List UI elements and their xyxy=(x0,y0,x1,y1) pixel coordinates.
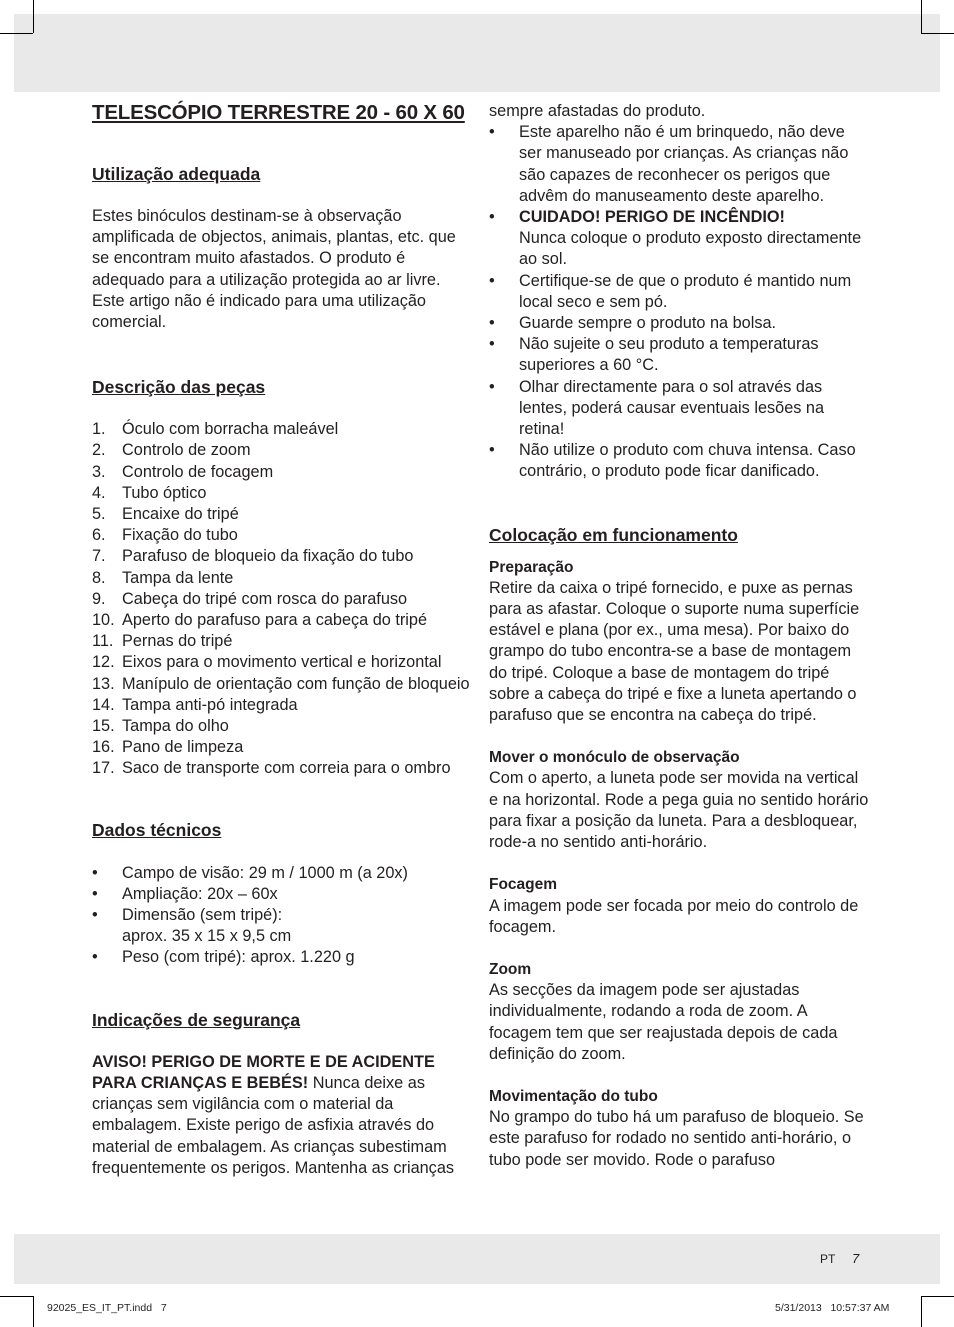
slug-date: 5/31/2013 10:57:37 AM xyxy=(775,1302,890,1314)
list-text: Olhar directamente para o sol através das lentes, poderá causar eventuais lesões na retina! xyxy=(519,377,825,439)
subsection-title: Mover o monóculo de observação xyxy=(489,749,740,767)
page-number: 7 xyxy=(852,1251,860,1266)
intended-use-text: Estes binóculos destinam-se à observação amplificada de objectos, animais, plantas, etc. que se encontram muito afastados. O produto é adequado para a utilização protegida ao ar livre. Este artigo não é indicado para uma utilização comercial. xyxy=(92,207,456,332)
list-label: Eixos para o movimento vertical e horizontal xyxy=(122,653,442,672)
list-number: 16. xyxy=(92,738,115,757)
footer-band xyxy=(14,1234,940,1284)
operation-sections xyxy=(489,557,869,1171)
list-number: 11. xyxy=(92,632,114,651)
crop-mark xyxy=(921,0,922,33)
list-label: Pano de limpeza xyxy=(122,738,244,757)
bullet: • xyxy=(489,441,495,460)
list-text: Nunca coloque o produto exposto directamente ao sol. xyxy=(519,229,862,269)
list-item xyxy=(489,271,869,313)
list-item xyxy=(92,884,472,905)
bullet: • xyxy=(489,335,495,354)
subsection-title: Movimentação do tubo xyxy=(489,1087,658,1105)
intended-use-heading: Utilização adequada xyxy=(92,164,261,184)
list-item xyxy=(489,334,869,376)
list-item xyxy=(489,440,869,482)
list-number: 5. xyxy=(92,505,106,524)
list-text-continued: aprox. 35 x 15 x 9,5 cm xyxy=(122,927,292,946)
list-item xyxy=(92,758,472,779)
bullet: • xyxy=(92,906,98,925)
subsection-title: Preparação xyxy=(489,558,574,576)
bullet: • xyxy=(92,884,98,903)
crop-mark xyxy=(921,1296,954,1297)
list-item xyxy=(92,462,472,483)
subsection-text: A imagem pode ser focada por meio do controlo de focagem. xyxy=(489,896,859,936)
list-number: 10. xyxy=(92,611,115,630)
list-number: 3. xyxy=(92,462,106,481)
list-number: 8. xyxy=(92,568,106,587)
list-label: Pernas do tripé xyxy=(122,632,233,651)
list-item xyxy=(489,122,869,207)
crop-mark xyxy=(33,0,34,33)
right-column xyxy=(489,101,869,1171)
safety-heading: Indicações de segurança xyxy=(92,1009,301,1030)
bullet: • xyxy=(489,271,495,290)
subsection-text: Com o aperto, a luneta pode ser movida na vertical e na horizontal. Rode a pega guia no sentido horário para fixar a posição da luneta. Para a desbloquear, rode-a no sentido anti-horário. xyxy=(489,769,869,852)
list-item xyxy=(92,419,472,440)
operation-section xyxy=(489,747,869,853)
list-number: 6. xyxy=(92,526,106,545)
list-item xyxy=(92,568,472,589)
list-text: Peso (com tripé): aprox. 1.220 g xyxy=(122,948,355,967)
crop-mark xyxy=(921,1296,922,1327)
tech-heading: Dados técnicos xyxy=(92,819,222,840)
list-number: 14. xyxy=(92,695,115,714)
list-label: Encaixe do tripé xyxy=(122,505,239,524)
operation-section xyxy=(489,1086,869,1171)
list-item xyxy=(92,905,472,947)
slug-filename: 92025_ES_IT_PT.indd 7 xyxy=(47,1302,167,1314)
list-text: Ampliação: 20x – 60x xyxy=(122,884,278,903)
operation-section xyxy=(489,874,869,938)
list-label: Tampa anti-pó integrada xyxy=(122,695,298,714)
page-title: TELESCÓPIO TERRESTRE 20 - 60 X 60 xyxy=(92,101,465,124)
list-number: 2. xyxy=(92,441,106,460)
list-label: Parafuso de bloqueio da fixação do tubo xyxy=(122,547,414,566)
footer-language: PT xyxy=(820,1252,836,1266)
list-label: Saco de transporte com correia para o ombro xyxy=(122,759,451,778)
list-item xyxy=(92,674,472,695)
list-text: Dimensão (sem tripé): xyxy=(122,906,283,925)
safety-warning-bold: AVISO! PERIGO DE MORTE E DE ACIDENTE PARA CRIANÇAS E BEBÉS! xyxy=(92,1052,435,1092)
bullet: • xyxy=(489,208,495,227)
list-item xyxy=(489,207,869,271)
bullet: • xyxy=(92,863,98,882)
safety-warning-continued: sempre afastadas do produto. xyxy=(489,102,706,120)
subsection-title: Focagem xyxy=(489,876,558,894)
list-label: Controlo de focagem xyxy=(122,462,274,481)
list-item xyxy=(92,504,472,525)
crop-mark xyxy=(33,1296,34,1327)
parts-list xyxy=(92,419,472,779)
list-number: 7. xyxy=(92,547,106,566)
list-item xyxy=(92,863,472,884)
list-text: Não sujeite o seu produto a temperaturas superiores a 60 °C. xyxy=(519,335,819,375)
list-label: Cabeça do tripé com rosca do parafuso xyxy=(122,589,408,608)
list-item xyxy=(92,737,472,758)
subsection-text: Retire da caixa o tripé fornecido, e puxe as pernas para as afastar. Coloque o suporte numa superfície estável e plana (por ex., uma mesa). Por baixo do grampo do tubo encontra-se a base de montagem do tripé. Coloque a base de montagem do tripé sobre a cabeça do tripé e fixe a luneta apertando o parafuso que se encontra na cabeça do tripé. xyxy=(489,578,860,725)
safety-warning-text: Nunca deixe as crianças sem vigilância com o material da embalagem. Existe perigo de asfixia através do material de embalagem. As crianças subestimam frequentemente os perigos. Mantenha as crianças xyxy=(92,1073,455,1177)
list-item xyxy=(92,947,472,968)
list-item xyxy=(92,652,472,673)
bullet: • xyxy=(489,123,495,142)
list-item xyxy=(92,631,472,652)
crop-mark xyxy=(921,33,954,34)
operation-section xyxy=(489,959,869,1065)
list-item xyxy=(489,377,869,441)
list-item xyxy=(92,483,472,504)
list-text: Campo de visão: 29 m / 1000 m (a 20x) xyxy=(122,863,408,882)
crop-mark xyxy=(0,1296,33,1297)
tech-list xyxy=(92,863,472,969)
safety-warning xyxy=(92,1052,472,1179)
crop-mark xyxy=(0,33,33,34)
list-text: Este aparelho não é um brinquedo, não deve ser manuseado por crianças. As crianças não são capazes de reconhecer os perigos que advêm do manuseamento deste aparelho. xyxy=(519,123,849,205)
bullet: • xyxy=(92,948,98,967)
list-number: 17. xyxy=(92,759,115,778)
parts-heading: Descrição das peças xyxy=(92,377,266,398)
list-label: Tampa do olho xyxy=(122,717,229,736)
list-item xyxy=(92,716,472,737)
list-text: Certifique-se de que o produto é mantido num local seco e sem pó. xyxy=(519,271,852,311)
subsection-text: No grampo do tubo há um parafuso de bloqueio. Se este parafuso for rodado no sentido anti-horário, o tubo pode ser movido. Rode o parafuso xyxy=(489,1108,864,1169)
list-item xyxy=(92,695,472,716)
safety-list xyxy=(489,122,869,482)
list-number: 9. xyxy=(92,589,106,608)
operation-heading: Colocação em funcionamento xyxy=(489,524,738,545)
list-item xyxy=(92,525,472,546)
list-label: Fixação do tubo xyxy=(122,526,238,545)
list-label: Manípulo de orientação com função de bloqueio xyxy=(122,674,470,693)
list-item xyxy=(92,440,472,461)
list-text: Guarde sempre o produto na bolsa. xyxy=(519,314,777,333)
bullet: • xyxy=(489,377,495,396)
list-number: 4. xyxy=(92,483,106,502)
list-item xyxy=(92,610,472,631)
subsection-title: Zoom xyxy=(489,960,532,978)
list-label: Óculo com borracha maleável xyxy=(122,420,339,439)
list-number: 13. xyxy=(92,674,115,693)
operation-section xyxy=(489,557,869,727)
list-text: Não utilize o produto com chuva intensa. Caso contrário, o produto pode ficar danificado. xyxy=(519,441,856,481)
list-number: 15. xyxy=(92,717,115,736)
left-column xyxy=(92,96,472,1179)
header-band xyxy=(14,14,940,92)
list-item xyxy=(92,589,472,610)
list-item xyxy=(489,313,869,334)
list-item xyxy=(92,546,472,567)
list-label: Tampa da lente xyxy=(122,568,234,587)
list-label: Aperto do parafuso para a cabeça do tripé xyxy=(122,611,428,630)
list-number: 12. xyxy=(92,653,115,672)
list-label: Controlo de zoom xyxy=(122,441,251,460)
list-number: 1. xyxy=(92,420,106,439)
caution-label: CUIDADO! PERIGO DE INCÊNDIO! xyxy=(519,208,785,227)
bullet: • xyxy=(489,314,495,333)
list-label: Tubo óptico xyxy=(122,483,207,502)
subsection-text: As secções da imagem pode ser ajustadas individualmente, rodando a roda de zoom. A focagem tem que ser reajustada depois de cada definição do zoom. xyxy=(489,981,838,1063)
